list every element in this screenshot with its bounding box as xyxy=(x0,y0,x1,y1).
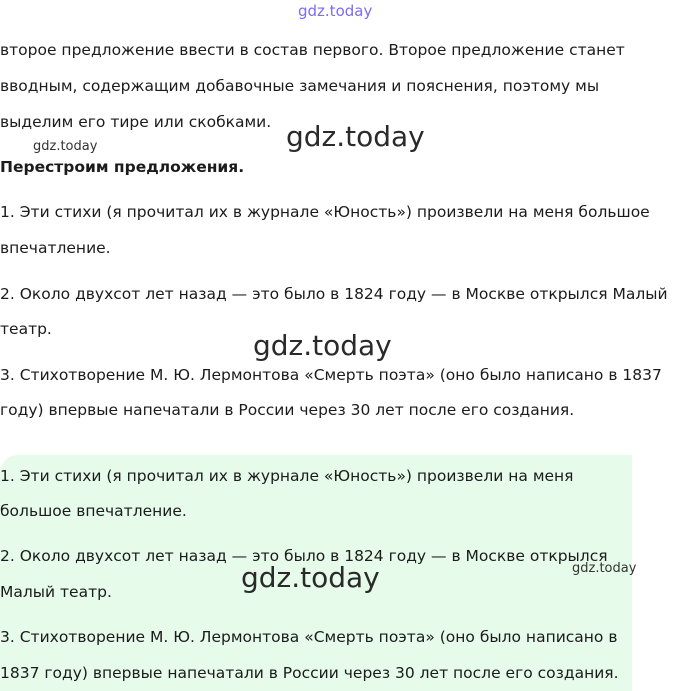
answer-line: 1837 году) впервые напечатали в России через 30 лет после его создания. xyxy=(0,664,619,682)
answer-line: большое впечатление. xyxy=(0,502,187,520)
intro-line: выделим его тире или скобками. xyxy=(0,113,272,131)
watermark-big: gdz.today xyxy=(241,561,380,594)
intro-line: второе предложение ввести в состав первого. Второе предложение станет xyxy=(0,41,625,59)
watermark-small: gdz.today xyxy=(572,561,637,576)
answer-line: 2. Около двухсот лет назад — это было в 1824 году — в Москве открылся xyxy=(0,547,608,565)
watermark-big: gdz.today xyxy=(253,329,392,362)
task-line: 1. Эти стихи (я прочитал их в журнале «Юность») произвели на меня большое xyxy=(0,203,650,221)
answer-line: 3. Стихотворение М. Ю. Лермонтова «Смерть поэта» (оно было написано в xyxy=(0,628,618,646)
watermark-small: gdz.today xyxy=(33,139,98,154)
watermark-top: gdz.today xyxy=(298,2,373,20)
intro-line: вводным, содержащим добавочные замечания и пояснения, поэтому мы xyxy=(0,77,600,95)
task-line: году) впервые напечатали в России через 30 лет после его создания. xyxy=(0,401,575,419)
task-line: 3. Стихотворение М. Ю. Лермонтова «Смерть поэта» (оно было написано в 1837 xyxy=(0,366,662,384)
task-line: театр. xyxy=(0,320,52,338)
answer-line: Малый театр. xyxy=(0,583,112,601)
answer-line: 1. Эти стихи (я прочитал их в журнале «Юность») произвели на меня xyxy=(0,467,574,485)
section-heading: Перестроим предложения. xyxy=(0,158,245,176)
task-line: впечатление. xyxy=(0,239,111,257)
watermark-big: gdz.today xyxy=(286,120,425,153)
task-line: 2. Около двухсот лет назад — это было в 1824 году — в Москве открылся Малый xyxy=(0,285,668,303)
